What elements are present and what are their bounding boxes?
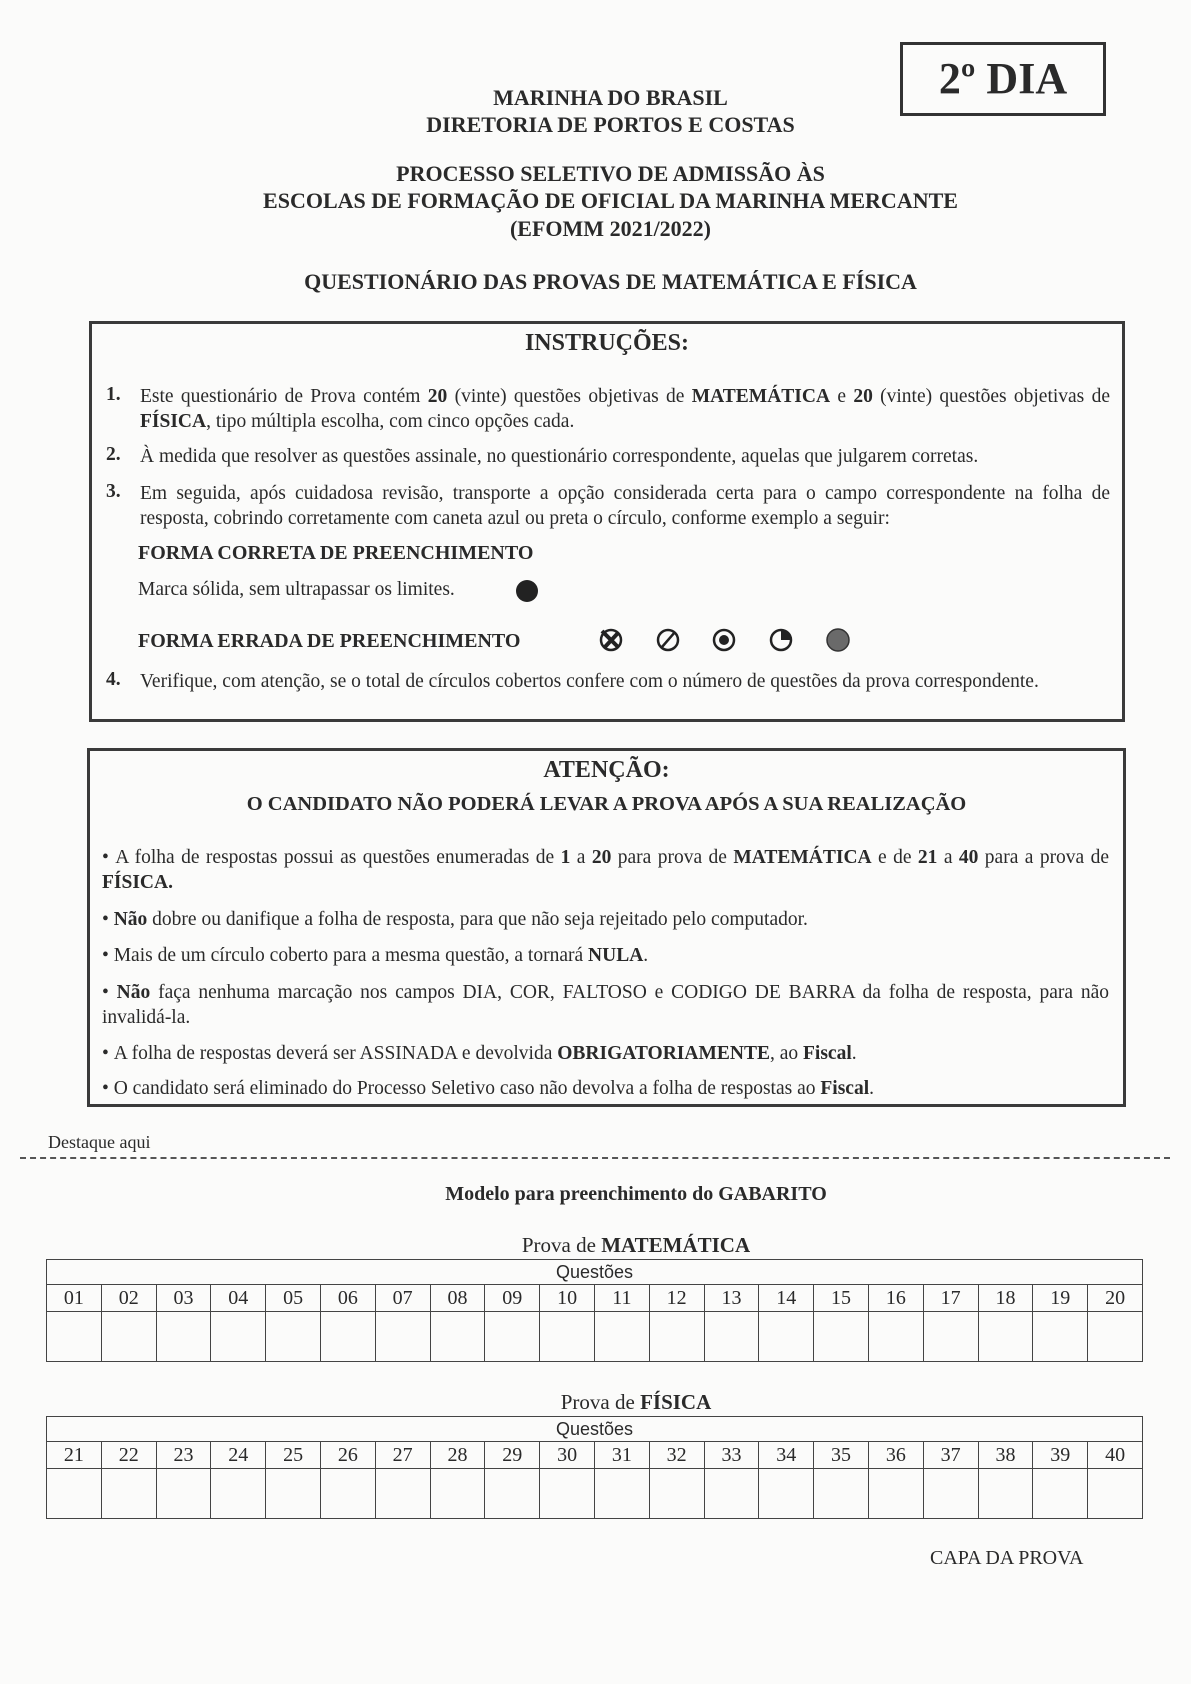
phys-answer-cell[interactable] (649, 1469, 704, 1519)
phys-answer-cell[interactable] (430, 1469, 485, 1519)
math-answer-cell[interactable] (156, 1312, 211, 1362)
phys-question-number: 23 (156, 1442, 211, 1469)
phys-answer-cell[interactable] (211, 1469, 266, 1519)
attention-bullet-6: • O candidato será eliminado do Processo Seletivo caso não devolva a folha de respostas ao Fiscal. (102, 1078, 874, 1099)
attention-bullet-2: • Não dobre ou danifique a folha de resposta, para que não seja rejeitado pelo computador. (102, 909, 808, 930)
math-answer-table (46, 1259, 1143, 1362)
math-answer-cell[interactable] (1033, 1312, 1088, 1362)
math-question-number: 07 (375, 1285, 430, 1312)
attention-bullet-3: • Mais de um círculo coberto para a mesma questão, a tornará NULA. (102, 945, 649, 966)
physics-answer-table (46, 1416, 1143, 1519)
math-question-number: 05 (266, 1285, 321, 1312)
phys-question-number: 28 (430, 1442, 485, 1469)
phys-answer-cell[interactable] (47, 1469, 102, 1519)
wrong-fill-label: FORMA ERRADA DE PREENCHIMENTO (138, 630, 521, 652)
attention-bullet-1: • A folha de respostas possui as questões enumeradas de 1 a 20 para prova de MATEMÁTICA e de 21 a 40 para a prova de FÍSICA. (102, 847, 1110, 893)
instruction-4: Verifique, com atenção, se o total de círculos cobertos confere com o número de questões da prova correspondente. (140, 671, 1039, 692)
math-question-number: 18 (978, 1285, 1033, 1312)
phys-question-number: 27 (375, 1442, 430, 1469)
math-question-number: 10 (540, 1285, 595, 1312)
phys-answer-cell[interactable] (1033, 1469, 1088, 1519)
math-answer-cell[interactable] (649, 1312, 704, 1362)
header-efomm: (EFOMM 2021/2022) (509, 216, 712, 241)
instructions-box (89, 321, 1125, 722)
phys-question-number: 21 (47, 1442, 102, 1469)
phys-answer-cell[interactable] (814, 1469, 869, 1519)
math-test-label: Prova de MATEMÁTICA (521, 1233, 751, 1257)
instruction-3: Em seguida, após cuidadosa revisão, transporte a opção considerada certa para o campo correspondente na folha de resposta, cobrindo corretamente com caneta azul ou preta o círculo, conforme exemplo a seguir: (140, 483, 1110, 529)
math-question-number: 15 (814, 1285, 869, 1312)
instructions-title: INSTRUÇÕES: (524, 330, 690, 356)
wrong-mark-dot-icon (714, 630, 734, 650)
math-question-number: 09 (485, 1285, 540, 1312)
phys-answer-cell[interactable] (156, 1469, 211, 1519)
phys-answer-cell[interactable] (978, 1469, 1033, 1519)
phys-answer-cell[interactable] (320, 1469, 375, 1519)
math-answer-cell[interactable] (266, 1312, 321, 1362)
physics-test-label: Prova de FÍSICA (560, 1390, 712, 1414)
phys-answer-cell[interactable] (759, 1469, 814, 1519)
phys-answer-cell[interactable] (594, 1469, 649, 1519)
phys-answer-cell[interactable] (266, 1469, 321, 1519)
math-answer-cell[interactable] (47, 1312, 102, 1362)
attention-box (87, 748, 1126, 1107)
wrong-mark-partial-icon (771, 630, 791, 650)
phys-question-number: 22 (101, 1442, 156, 1469)
math-question-number: 08 (430, 1285, 485, 1312)
phys-question-number: 29 (485, 1442, 540, 1469)
phys-answer-cell[interactable] (101, 1469, 156, 1519)
phys-question-number: 40 (1088, 1442, 1143, 1469)
attention-subtitle: O CANDIDATO NÃO PODERÁ LEVAR A PROVA APÓS A SUA REALIZAÇÃO (246, 793, 967, 815)
gabarito-title: Modelo para preenchimento do GABARITO (445, 1183, 827, 1205)
day-badge: 2º DIA (900, 42, 1106, 116)
header-schools: ESCOLAS DE FORMAÇÃO DE OFICIAL DA MARINHA MERCANTE (263, 188, 958, 213)
phys-question-number: 24 (211, 1442, 266, 1469)
math-answer-cell[interactable] (540, 1312, 595, 1362)
math-question-number: 19 (1033, 1285, 1088, 1312)
math-question-number: 14 (759, 1285, 814, 1312)
math-answer-cell[interactable] (320, 1312, 375, 1362)
math-answer-cell[interactable] (485, 1312, 540, 1362)
phys-question-number: 36 (868, 1442, 923, 1469)
phys-answer-cell[interactable] (923, 1469, 978, 1519)
math-answer-cell[interactable] (868, 1312, 923, 1362)
phys-answer-cell[interactable] (375, 1469, 430, 1519)
attention-title: ATENÇÃO: (543, 757, 670, 783)
correct-mark-icon (516, 580, 538, 602)
phys-answer-cell[interactable] (485, 1469, 540, 1519)
instruction-number-2: 2. (106, 444, 121, 465)
wrong-mark-grey-icon (827, 629, 849, 651)
math-question-number: 01 (47, 1285, 102, 1312)
math-question-number: 03 (156, 1285, 211, 1312)
phys-question-number: 25 (266, 1442, 321, 1469)
phys-question-number: 35 (814, 1442, 869, 1469)
phys-question-number: 31 (594, 1442, 649, 1469)
math-questions-header: Questões (47, 1260, 1143, 1285)
attention-bullet-5: • A folha de respostas deverá ser ASSINADA e devolvida OBRIGATORIAMENTE, ao Fiscal. (102, 1043, 857, 1064)
header-navy: MARINHA DO BRASIL (493, 85, 728, 110)
test-cover-label: CAPA DA PROVA (930, 1547, 1084, 1569)
math-answer-cell[interactable] (814, 1312, 869, 1362)
header-process: PROCESSO SELETIVO DE ADMISSÃO ÀS (396, 161, 825, 186)
phys-question-number: 26 (320, 1442, 375, 1469)
header-directorate: DIRETORIA DE PORTOS E COSTAS (426, 112, 795, 137)
math-question-number: 04 (211, 1285, 266, 1312)
phys-question-number: 34 (759, 1442, 814, 1469)
math-question-number: 12 (649, 1285, 704, 1312)
wrong-mark-x-icon (601, 630, 621, 650)
math-question-number: 17 (923, 1285, 978, 1312)
phys-answer-cell[interactable] (704, 1469, 759, 1519)
instruction-number-1: 1. (106, 384, 121, 405)
correct-fill-label: FORMA CORRETA DE PREENCHIMENTO (138, 542, 534, 564)
math-answer-cell[interactable] (430, 1312, 485, 1362)
phys-question-number: 39 (1033, 1442, 1088, 1469)
phys-answer-cell[interactable] (868, 1469, 923, 1519)
phys-question-number: 32 (649, 1442, 704, 1469)
math-answer-cell[interactable] (211, 1312, 266, 1362)
math-question-number: 13 (704, 1285, 759, 1312)
math-question-number: 16 (868, 1285, 923, 1312)
cut-line (20, 1157, 1170, 1159)
instruction-2: À medida que resolver as questões assinale, no questionário correspondente, aquelas que julgarem corretas. (140, 446, 979, 467)
math-question-number: 11 (594, 1285, 649, 1312)
phys-answer-cell[interactable] (1088, 1469, 1143, 1519)
cut-here-label: Destaque aqui (48, 1132, 151, 1152)
phys-answer-cell[interactable] (540, 1469, 595, 1519)
math-answer-cell[interactable] (978, 1312, 1033, 1362)
phys-question-number: 30 (540, 1442, 595, 1469)
math-answer-cell[interactable] (923, 1312, 978, 1362)
wrong-mark-slash-icon (658, 630, 678, 650)
page-title: QUESTIONÁRIO DAS PROVAS DE MATEMÁTICA E FÍSICA (304, 269, 917, 294)
math-question-number: 02 (101, 1285, 156, 1312)
correct-fill-description: Marca sólida, sem ultrapassar os limites. (138, 579, 455, 600)
phys-question-number: 37 (923, 1442, 978, 1469)
math-answer-cell[interactable] (704, 1312, 759, 1362)
physics-questions-header: Questões (47, 1417, 1143, 1442)
phys-question-number: 38 (978, 1442, 1033, 1469)
phys-question-number: 33 (704, 1442, 759, 1469)
math-answer-cell[interactable] (759, 1312, 814, 1362)
math-answer-cell[interactable] (375, 1312, 430, 1362)
instruction-number-3: 3. (106, 481, 121, 502)
attention-bullet-4: • Não faça nenhuma marcação nos campos DIA, COR, FALTOSO e CODIGO DE BARRA da folha de resposta, para não invalidá-la. (102, 982, 1109, 1028)
math-answer-cell[interactable] (594, 1312, 649, 1362)
math-question-number: 20 (1088, 1285, 1143, 1312)
instruction-1: Este questionário de Prova contém 20 (vinte) questões objetivas de MATEMÁTICA e 20 (vinte) questões objetivas de FÍSICA, tipo múltipla escolha, com cinco opções cada. (140, 386, 1110, 432)
wrong-marks-icons (592, 626, 852, 656)
math-answer-cell[interactable] (1088, 1312, 1143, 1362)
math-question-number: 06 (320, 1285, 375, 1312)
math-answer-cell[interactable] (101, 1312, 156, 1362)
instruction-number-4: 4. (106, 669, 121, 690)
